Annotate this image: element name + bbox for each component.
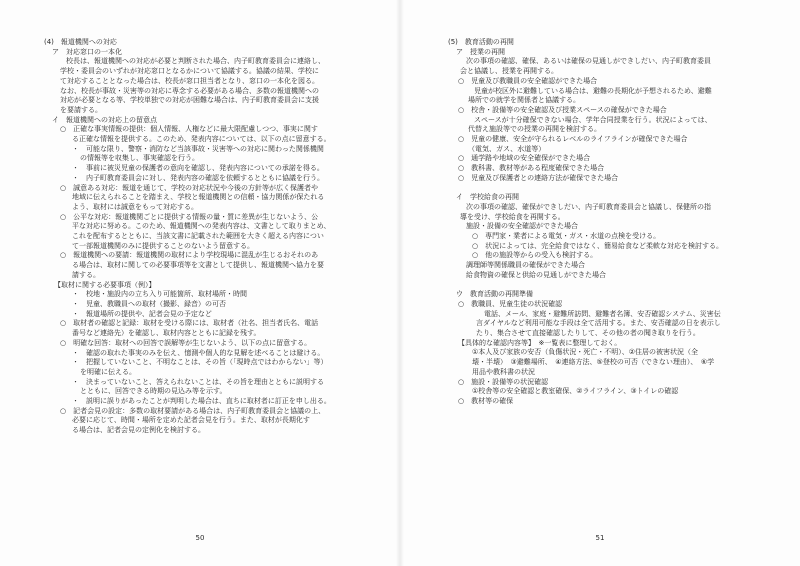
left-text-line: 必要に応じて、時間・場所を定めた記者会見を行う。また、取材が長期化す xyxy=(72,416,310,425)
right-text-line: 用品や教科書の状況 xyxy=(472,367,535,376)
right-text-line: ○ 教職員、児童生徒の状況確認 xyxy=(458,299,563,308)
right-text-line: 導を受け、学校給食を再開する。 xyxy=(460,212,565,221)
right-text-line: ○ 専門家・業者による電気・ガス・水道の点検を受ける。 xyxy=(472,232,661,241)
page-number-right: 51 xyxy=(595,534,605,543)
left-text-line: ・ 可能な限り、警察・消防など当該事故・災害等への対応に関わった関係機関 xyxy=(72,144,324,153)
left-text-line: ○ 報道機関への要請：報道機関の取材により学校現場に混乱が生じるおそれのあ xyxy=(60,251,319,260)
right-text-line: 言ダイヤルなど利用可能な手段は全て活用する。また、安否確認の日を表示し xyxy=(476,319,721,328)
right-page-body xyxy=(448,38,778,407)
left-text-line: (4) 報道機関への対応 xyxy=(44,38,117,46)
right-text-line: ○ 状況によっては、完全給食ではなく、簡易給食など柔軟な対応を検討する。 xyxy=(472,241,723,250)
right-text-line: （電気、ガス、水道等） xyxy=(468,144,546,153)
left-text-line: ・ 校地・施設内の立ち入り可能箇所、取材場所・時間 xyxy=(72,290,247,299)
left-text-line: ○ 正確な事実情報の提供：個人情報、人権などに最大限配慮しつつ、事実に関す xyxy=(60,125,318,134)
left-text-line: を要請する。 xyxy=(60,105,102,114)
right-text-line: スペースが十分確保できない場合、学年合同授業を行う。状況によっては、 xyxy=(474,115,712,124)
right-text-line: ○ 児童及び保護者との連絡方法が確保できた場合 xyxy=(458,173,619,182)
left-text-line: て対応することとなった場合は、校長が窓口担当者となり、窓口の一本化を図る。 xyxy=(60,76,319,85)
left-page-body xyxy=(44,38,386,436)
left-text-line: よう、取材には誠意をもって対応する。 xyxy=(72,202,198,211)
left-text-line: ・ 事前に被災児童の保護者の意向を確認し、発表内容についての承諾を得る。 xyxy=(72,164,324,173)
left-text-line: 【取材に関する必要事項（例）】 xyxy=(54,280,156,289)
page-number-left: 50 xyxy=(195,534,205,543)
right-text-line: 壊・半壊） ③避難場所、 ④連絡方法、⑤登校の可否（できない理由）、 ⑥学 xyxy=(472,358,715,367)
right-text-line: ○ 施設・設備等の状況確認 xyxy=(458,377,549,386)
right-text-line: ア 授業の再開 xyxy=(456,47,505,56)
left-text-line: ・ 説明に誤りがあったことが判明した場合は、直ちに取材者に訂正を申し出る。 xyxy=(72,397,331,406)
left-text-line: 地域に伝えられることを踏まえ、学校と報道機関との信頼・協力関係が保たれる xyxy=(72,193,325,202)
left-text-line: とともに、回答できる時期の見込み等を示す。 xyxy=(80,387,227,396)
left-text-line: ○ 明確な回答：取材への回答で誤解等が生じないよう、以下の点に留意する。 xyxy=(60,338,312,347)
left-text-line: ・ 内子町教育委員会に対し、発表内容の確認を依頼するとともに協議を行う。 xyxy=(72,173,324,182)
right-text-line: 会と協議し、授業を再開する。 xyxy=(460,67,558,76)
left-text-line: 校長は、報道機関への対応が必要と判断された場合、内子町教育委員会に連絡し、 xyxy=(66,57,325,66)
left-text-line: ○ 記者会見の設定：多数の取材要請がある場合は、内子町教育委員会と協議の上、 xyxy=(60,406,326,415)
right-text-line: ○ 校舎・設備等の安全確認及び授業スペースの確保ができた場合 xyxy=(458,105,667,114)
left-text-line: ○ 取材者の確認と記録：取材を受ける際には、取材者（社名、担当者氏名、電話 xyxy=(60,319,319,328)
right-text-line: 【具体的な確認内容等】 ※一覧表に整理しておく。 xyxy=(458,338,622,347)
right-text-line: 場所での就学を関係者と協議する。 xyxy=(468,96,580,105)
right-text-line: ①校舎等の安全確認と教室確保、②ライフライン、③トイレの確認 xyxy=(472,387,679,396)
right-text-line: 給食物資の確保と供給の見通しができた場合 xyxy=(466,270,606,279)
right-text-line: 次の事項の確認、確保、あるいは確保の見通しができしだい、内子町教育委員 xyxy=(466,57,711,66)
right-text-line: ○ 児童の健康、安全が守られるレベルのライフラインが確保できた場合 xyxy=(458,135,688,144)
left-text-line: これを配布するとともに、当該文書に記載された範囲を大きく超える内容につい xyxy=(72,232,324,241)
left-text-line: を明確に伝える。 xyxy=(80,367,136,376)
left-text-line: イ 報道機関への対応上の留意点 xyxy=(52,115,157,124)
left-text-line: る場合は、取材に関しての必要事項等を文書として提供し、報道機関へ協力を要 xyxy=(72,261,324,270)
right-text-line: 児童が校区外に避難している場合は、避難の長期化が予想されるため、避難 xyxy=(474,86,712,95)
left-text-line: 平な対応に努める。このため、報道機関への発表内容は、文書として取りまとめ、 xyxy=(72,222,331,231)
right-text-line: ①本人及び家族の安否（負傷状況・死亡・不明）、②住居の被害状況（全 xyxy=(472,348,699,357)
left-text-line: の情報等を収集し、事実確認を行う。 xyxy=(80,154,199,163)
left-text-line: ○ 誠意ある対応：報道を通じて、学校の対応状況や今後の方針等が広く保護者や xyxy=(60,183,318,192)
right-text-line: 施設・設備の安全確認ができた場合 xyxy=(466,222,578,231)
right-text-line: (5) 教育活動の再開 xyxy=(448,38,514,46)
left-text-line: 対応が必要となる等、学校単独での対応が困難な場合は、内子町教育委員会に支援 xyxy=(60,96,319,105)
right-text-line: 電話、メール、家庭・避難所訪問、避難者名簿、安否確認システム、災害伝 xyxy=(484,309,721,318)
left-text-line: ア 対応窓口の一本化 xyxy=(52,47,122,56)
left-text-line: なお、校長が事故・災害等の対応に専念する必要がある場合、多数の報道機関への xyxy=(60,86,319,95)
right-text-line: 次の事項の確認、確保ができしだい、内子町教育委員会と協議し、保健所の指 xyxy=(466,202,711,211)
left-text-line: ・ 児童、教職員への取材（撮影、録音）の可否 xyxy=(72,299,226,308)
right-text-line: ウ 教育活動の再開準備 xyxy=(456,290,533,299)
right-text-line: 調理師等関係職員の確保ができた場合 xyxy=(466,261,585,270)
left-text-line: 学校・委員会のいずれが対応窓口となるかについて協議する。協議の結果、学校に xyxy=(60,67,319,76)
right-text-line: ○ 教科書、教材等がある程度確保できた場合 xyxy=(458,164,605,173)
left-text-line: る正確な情報を提供する。このため、発表内容については、以下の点に留意する。 xyxy=(72,135,331,144)
right-text-line: ○ 通学路や地域の安全確保ができた場合 xyxy=(458,154,591,163)
left-text-line: る場合は、記者会見の定例化を検討する。 xyxy=(72,426,205,435)
right-text-line: ○ 児童及び教職員の安全確認ができた場合 xyxy=(458,76,598,85)
right-text-line xyxy=(448,184,778,194)
left-text-line: ・ 確認の取れた事実のみを伝え、憶測や個人的な見解を述べることは避ける。 xyxy=(72,348,325,357)
left-text-line: ・ 把握していないこと、不明なことは、その旨（「現時点ではわからない」等） xyxy=(72,358,328,367)
left-text-line: て一部報道機関のみに提供することのないよう留意する。 xyxy=(72,241,254,250)
right-text-line: イ 学校給食の再開 xyxy=(456,193,519,202)
right-text-line: 代替え施設等での授業の再開を検討する。 xyxy=(468,125,601,134)
right-page xyxy=(400,0,800,566)
right-text-line: たり、集合させて直接確認したりして、その他の者の聞き取りを行う。 xyxy=(476,329,700,338)
left-text-line: 番号など連絡先）を確認し、取材内容とともに記録を残す。 xyxy=(72,329,261,338)
left-text-line: ○ 公平な対応：報道機関ごとに提供する情報の量・質に差異が生じないよう、公 xyxy=(60,212,319,221)
right-text-line: ○ 教材等の確保 xyxy=(458,396,514,405)
left-text-line: 請する。 xyxy=(72,270,100,279)
right-text-line: ○ 他の施設等からの受入も検討する。 xyxy=(472,251,598,260)
left-text-line: ・ 決まっていないこと、答えられないことは、その旨を理由とともに説明する xyxy=(72,377,324,386)
left-text-line: ・ 報道場所の提供や、記者会見の予定など xyxy=(72,309,212,318)
right-text-line xyxy=(448,281,778,291)
